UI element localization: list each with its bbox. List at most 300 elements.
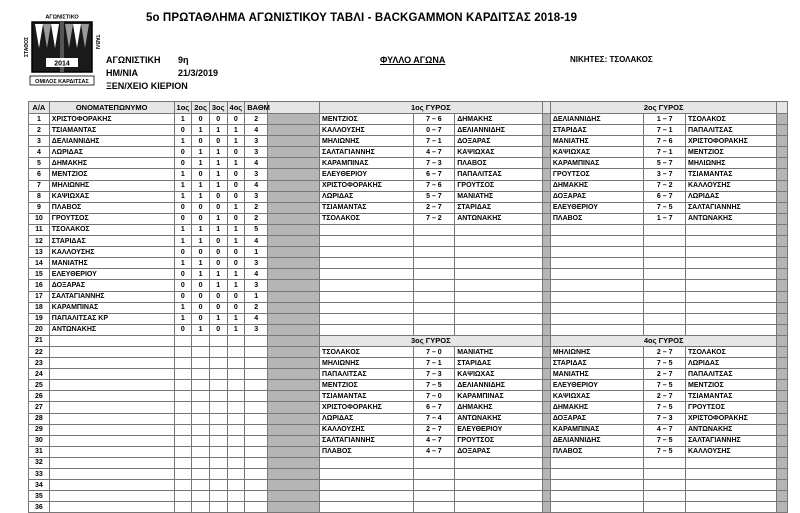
result-r2: 1 xyxy=(192,158,210,169)
match-score: 2 – 7 xyxy=(413,202,455,213)
column-gap xyxy=(542,180,550,191)
row-number: 29 xyxy=(29,424,50,435)
header-r2: 2ος xyxy=(192,102,210,114)
match-player-b: ΚΑΨΙΩΧΑΣ xyxy=(455,147,542,158)
result-r3: 0 xyxy=(209,136,227,147)
match-empty-cell xyxy=(413,280,455,291)
match-empty-cell xyxy=(455,302,542,313)
result-r2 xyxy=(192,502,210,513)
row-number: 24 xyxy=(29,369,50,380)
table-row xyxy=(29,180,788,191)
row-number: 16 xyxy=(29,280,50,291)
match-score: 4 – 7 xyxy=(413,435,455,446)
row-number: 27 xyxy=(29,402,50,413)
points-cell: 3 xyxy=(245,324,268,335)
player-name: ΑΝΤΩΝΑΚΗΣ xyxy=(49,324,174,335)
match-score: 5 – 7 xyxy=(644,158,686,169)
match-player-b: ΤΣΙΑΜΑΝΤΑΣ xyxy=(685,391,777,402)
result-r1 xyxy=(174,413,192,424)
result-r4 xyxy=(227,391,245,402)
column-gap xyxy=(542,358,550,369)
column-gap xyxy=(268,313,320,324)
match-player-a: ΚΑΨΙΩΧΑΣ xyxy=(550,391,644,402)
row-number: 25 xyxy=(29,380,50,391)
result-r3: 0 xyxy=(209,247,227,258)
match-player-a: ΣΤΑΡΙΔΑΣ xyxy=(550,125,644,136)
result-r2: 0 xyxy=(192,313,210,324)
column-gap xyxy=(777,180,788,191)
match-empty-cell xyxy=(320,224,414,235)
column-gap xyxy=(542,291,550,302)
column-gap xyxy=(777,213,788,224)
match-score: 7 – 5 xyxy=(644,402,686,413)
match-player-a: ΓΡΟΥΤΣΟΣ xyxy=(550,169,644,180)
match-score: 6 – 7 xyxy=(413,402,455,413)
column-gap xyxy=(777,358,788,369)
table-row xyxy=(29,213,788,224)
player-name xyxy=(49,469,174,480)
column-gap xyxy=(777,380,788,391)
round-label: ΑΓΩΝΙΣΤΙΚΗ xyxy=(106,55,161,65)
club-logo xyxy=(24,12,100,88)
match-sheet-title: ΦΥΛΛΟ ΑΓΩΝΑ xyxy=(380,55,446,65)
result-r3: 1 xyxy=(209,269,227,280)
match-empty-cell xyxy=(455,247,542,258)
table-row xyxy=(29,457,788,468)
match-player-a: ΕΛΕΥΘΕΡΙΟΥ xyxy=(550,380,644,391)
column-gap xyxy=(777,435,788,446)
match-player-a: ΤΣΙΑΜΑΝΤΑΣ xyxy=(320,202,414,213)
column-gap xyxy=(268,402,320,413)
result-r1 xyxy=(174,469,192,480)
result-r2: 1 xyxy=(192,269,210,280)
table-row xyxy=(29,114,788,125)
result-r3: 0 xyxy=(209,291,227,302)
player-name: ΔΗΜΑΚΗΣ xyxy=(49,158,174,169)
result-r1 xyxy=(174,369,192,380)
match-empty-cell xyxy=(644,457,686,468)
match-empty-cell xyxy=(685,236,777,247)
points-cell xyxy=(245,335,268,346)
result-r1: 0 xyxy=(174,247,192,258)
result-r3: 0 xyxy=(209,302,227,313)
result-r1 xyxy=(174,502,192,513)
column-gap xyxy=(268,236,320,247)
result-r4 xyxy=(227,446,245,457)
column-gap xyxy=(542,236,550,247)
column-gap xyxy=(268,213,320,224)
result-r1: 1 xyxy=(174,224,192,235)
match-player-a: ΣΑΛΤΑΓΙΑΝΝΗΣ xyxy=(320,435,414,446)
row-number: 21 xyxy=(29,335,50,346)
result-r3 xyxy=(209,358,227,369)
column-gap xyxy=(268,102,320,114)
result-r2 xyxy=(192,335,210,346)
table-row xyxy=(29,346,788,357)
column-gap xyxy=(268,169,320,180)
player-name: ΕΛΕΥΘΕΡΙΟΥ xyxy=(49,269,174,280)
match-empty-cell xyxy=(320,291,414,302)
column-gap xyxy=(777,391,788,402)
column-gap xyxy=(542,191,550,202)
match-empty-cell xyxy=(413,269,455,280)
column-gap xyxy=(268,369,320,380)
column-gap xyxy=(777,224,788,235)
logo-bottom-text: ΟΜΙΛΟΣ ΚΑΡΔΙΤΣΑΣ xyxy=(35,79,89,85)
match-player-b: ΤΣΟΛΑΚΟΣ xyxy=(685,114,777,125)
result-r1: 0 xyxy=(174,324,192,335)
result-r4: 0 xyxy=(227,114,245,125)
match-player-a: ΕΛΕΥΘΕΡΙΟΥ xyxy=(320,169,414,180)
column-gap xyxy=(542,446,550,457)
player-name: ΔΟΞΑΡΑΣ xyxy=(49,280,174,291)
row-number: 10 xyxy=(29,213,50,224)
match-empty-cell xyxy=(685,247,777,258)
row-number: 15 xyxy=(29,269,50,280)
match-empty-cell xyxy=(320,502,414,513)
column-gap xyxy=(777,335,788,346)
match-player-a: ΔΕΛΙΑΝΝΙΔΗΣ xyxy=(550,114,644,125)
result-r1 xyxy=(174,491,192,502)
points-cell: 3 xyxy=(245,191,268,202)
match-empty-cell xyxy=(644,236,686,247)
result-r1 xyxy=(174,435,192,446)
match-player-a: ΜΗΛΙΩΝΗΣ xyxy=(320,358,414,369)
column-gap xyxy=(542,324,550,335)
result-r3 xyxy=(209,480,227,491)
match-player-a: ΠΛΑΒΟΣ xyxy=(320,446,414,457)
match-player-a: ΔΕΛΙΑΝΝΙΔΗΣ xyxy=(550,435,644,446)
points-cell xyxy=(245,369,268,380)
match-player-b: ΜΕΝΤΖΙΟΣ xyxy=(685,380,777,391)
points-cell xyxy=(245,346,268,357)
points-cell xyxy=(245,446,268,457)
match-player-a: ΔΟΞΑΡΑΣ xyxy=(550,191,644,202)
row-number: 2 xyxy=(29,125,50,136)
column-gap xyxy=(268,302,320,313)
result-r2 xyxy=(192,391,210,402)
column-gap xyxy=(777,102,788,114)
column-gap xyxy=(542,380,550,391)
table-header-row xyxy=(29,102,788,114)
row-number: 4 xyxy=(29,147,50,158)
match-score: 7 – 4 xyxy=(413,413,455,424)
match-player-a: ΤΣΟΛΑΚΟΣ xyxy=(320,346,414,357)
column-gap xyxy=(542,424,550,435)
points-cell xyxy=(245,502,268,513)
result-r2 xyxy=(192,446,210,457)
column-gap xyxy=(268,346,320,357)
match-empty-cell xyxy=(644,258,686,269)
column-gap xyxy=(542,469,550,480)
points-cell xyxy=(245,358,268,369)
result-r2 xyxy=(192,369,210,380)
player-name xyxy=(49,413,174,424)
player-name xyxy=(49,358,174,369)
column-gap xyxy=(542,480,550,491)
result-r3: 1 xyxy=(209,180,227,191)
points-cell: 3 xyxy=(245,280,268,291)
player-name: ΛΩΡΙΔΑΣ xyxy=(49,147,174,158)
match-player-b: ΣΑΛΤΑΓΙΑΝΝΗΣ xyxy=(685,435,777,446)
result-r1: 1 xyxy=(174,236,192,247)
match-empty-cell xyxy=(644,324,686,335)
match-empty-cell xyxy=(320,324,414,335)
row-number: 13 xyxy=(29,247,50,258)
match-empty-cell xyxy=(320,313,414,324)
match-player-b: ΔΕΛΙΑΝΝΙΔΗΣ xyxy=(455,380,542,391)
row-number: 19 xyxy=(29,313,50,324)
match-empty-cell xyxy=(320,247,414,258)
column-gap xyxy=(542,335,550,346)
match-score: 7 – 1 xyxy=(413,358,455,369)
match-player-a: ΚΑΡΑΜΠΙΝΑΣ xyxy=(550,424,644,435)
table-row xyxy=(29,236,788,247)
row-number: 18 xyxy=(29,302,50,313)
row-number: 8 xyxy=(29,191,50,202)
match-score: 1 – 7 xyxy=(644,213,686,224)
match-empty-cell xyxy=(550,247,644,258)
column-gap xyxy=(777,413,788,424)
result-r2: 0 xyxy=(192,114,210,125)
results-table xyxy=(28,101,788,513)
match-player-a: ΣΑΛΤΑΓΙΑΝΝΗΣ xyxy=(320,147,414,158)
match-player-b: ΜΑΝΙΑΤΗΣ xyxy=(455,346,542,357)
table-row xyxy=(29,202,788,213)
match-empty-cell xyxy=(413,469,455,480)
result-r1: 0 xyxy=(174,291,192,302)
match-empty-cell xyxy=(685,324,777,335)
match-empty-cell xyxy=(550,280,644,291)
column-gap xyxy=(777,324,788,335)
result-r1 xyxy=(174,424,192,435)
player-name xyxy=(49,369,174,380)
match-empty-cell xyxy=(550,269,644,280)
table-row xyxy=(29,469,788,480)
result-r3 xyxy=(209,446,227,457)
result-r1: 0 xyxy=(174,280,192,291)
match-player-b: ΤΣΟΛΑΚΟΣ xyxy=(685,346,777,357)
match-empty-cell xyxy=(644,269,686,280)
match-score: 7 – 2 xyxy=(413,213,455,224)
result-r3 xyxy=(209,424,227,435)
match-player-a: ΔΗΜΑΚΗΣ xyxy=(550,402,644,413)
points-cell xyxy=(245,435,268,446)
match-score: 7 – 1 xyxy=(413,136,455,147)
result-r4: 0 xyxy=(227,247,245,258)
result-r4: 1 xyxy=(227,158,245,169)
match-empty-cell xyxy=(320,258,414,269)
result-r4 xyxy=(227,424,245,435)
column-gap xyxy=(777,280,788,291)
column-gap xyxy=(542,491,550,502)
result-r1: 0 xyxy=(174,147,192,158)
match-empty-cell xyxy=(320,480,414,491)
result-r2 xyxy=(192,457,210,468)
match-player-b: ΓΡΟΥΤΣΟΣ xyxy=(455,435,542,446)
match-empty-cell xyxy=(320,236,414,247)
points-cell: 3 xyxy=(245,147,268,158)
match-player-a: ΧΡΙΣΤΟΦΟΡΑΚΗΣ xyxy=(320,180,414,191)
match-player-a: ΜΑΝΙΑΤΗΣ xyxy=(550,369,644,380)
points-cell xyxy=(245,380,268,391)
column-gap xyxy=(777,424,788,435)
match-score: 7 – 5 xyxy=(644,435,686,446)
result-r3 xyxy=(209,402,227,413)
match-empty-cell xyxy=(685,469,777,480)
column-gap xyxy=(542,302,550,313)
result-r3: 1 xyxy=(209,224,227,235)
column-gap xyxy=(542,413,550,424)
result-r3: 0 xyxy=(209,258,227,269)
row-number: 14 xyxy=(29,258,50,269)
result-r2: 0 xyxy=(192,280,210,291)
header-r4: 4ος xyxy=(227,102,245,114)
points-cell: 4 xyxy=(245,125,268,136)
header-round1: 1ος ΓΥΡΟΣ xyxy=(320,102,542,114)
result-r4: 0 xyxy=(227,258,245,269)
column-gap xyxy=(268,446,320,457)
match-player-b: ΧΡΙΣΤΟΦΟΡΑΚΗΣ xyxy=(685,413,777,424)
result-r2 xyxy=(192,413,210,424)
match-empty-cell xyxy=(685,258,777,269)
result-r1 xyxy=(174,402,192,413)
result-r4: 1 xyxy=(227,236,245,247)
match-empty-cell xyxy=(644,502,686,513)
match-empty-cell xyxy=(685,313,777,324)
result-r4 xyxy=(227,358,245,369)
column-gap xyxy=(777,269,788,280)
match-empty-cell xyxy=(455,269,542,280)
column-gap xyxy=(542,502,550,513)
result-r2: 0 xyxy=(192,169,210,180)
match-empty-cell xyxy=(413,457,455,468)
result-r4 xyxy=(227,469,245,480)
match-player-b: ΑΝΤΩΝΑΚΗΣ xyxy=(685,424,777,435)
match-score: 7 – 6 xyxy=(413,180,455,191)
match-empty-cell xyxy=(413,236,455,247)
match-player-b: ΑΝΤΩΝΑΚΗΣ xyxy=(455,413,542,424)
row-number: 28 xyxy=(29,413,50,424)
match-empty-cell xyxy=(455,291,542,302)
column-gap xyxy=(542,114,550,125)
result-r1: 1 xyxy=(174,313,192,324)
column-gap xyxy=(777,236,788,247)
match-empty-cell xyxy=(413,502,455,513)
match-score: 7 – 5 xyxy=(644,380,686,391)
column-gap xyxy=(542,136,550,147)
table-row xyxy=(29,446,788,457)
result-r4 xyxy=(227,491,245,502)
match-player-b: ΚΑΛΛΟΥΣΗΣ xyxy=(685,180,777,191)
match-score: 1 – 7 xyxy=(644,114,686,125)
match-score: 7 – 3 xyxy=(644,413,686,424)
column-gap xyxy=(777,346,788,357)
result-r4: 0 xyxy=(227,213,245,224)
column-gap xyxy=(268,114,320,125)
match-player-b: ΑΝΤΩΝΑΚΗΣ xyxy=(685,213,777,224)
table-row xyxy=(29,480,788,491)
column-gap xyxy=(542,346,550,357)
date-value: 21/3/2019 xyxy=(178,68,219,78)
header-points: ΒΑΘΜ xyxy=(245,102,268,114)
match-score: 4 – 7 xyxy=(413,446,455,457)
result-r1: 1 xyxy=(174,302,192,313)
match-score: 6 – 7 xyxy=(413,169,455,180)
match-empty-cell xyxy=(320,457,414,468)
player-name: ΤΣΙΑΜΑΝΤΑΣ xyxy=(49,125,174,136)
result-r2: 0 xyxy=(192,213,210,224)
column-gap xyxy=(777,147,788,158)
row-number: 3 xyxy=(29,136,50,147)
match-player-b: ΣΤΑΡΙΔΑΣ xyxy=(455,202,542,213)
match-score: 3 – 7 xyxy=(644,169,686,180)
venue: ΞΕΝ/ΧΕΙΟ ΚΙΕΡΙΟΝ xyxy=(106,81,188,91)
match-player-a: ΛΩΡΙΔΑΣ xyxy=(320,413,414,424)
player-name xyxy=(49,380,174,391)
match-player-a: ΠΑΠΑΛΙΤΣΑΣ xyxy=(320,369,414,380)
table-row xyxy=(29,402,788,413)
result-r2: 1 xyxy=(192,324,210,335)
column-gap xyxy=(268,457,320,468)
match-empty-cell xyxy=(644,247,686,258)
result-r4 xyxy=(227,435,245,446)
column-gap xyxy=(268,224,320,235)
match-empty-cell xyxy=(550,313,644,324)
match-player-b: ΠΛΑΒΟΣ xyxy=(455,158,542,169)
column-gap xyxy=(777,491,788,502)
row-number: 5 xyxy=(29,158,50,169)
match-empty-cell xyxy=(644,280,686,291)
match-player-b: ΓΡΟΥΤΣΟΣ xyxy=(455,180,542,191)
points-cell xyxy=(245,457,268,468)
column-gap xyxy=(268,291,320,302)
column-gap xyxy=(268,391,320,402)
backgammon-board-logo xyxy=(24,12,100,88)
match-player-a: ΔΟΞΑΡΑΣ xyxy=(550,413,644,424)
match-empty-cell xyxy=(644,302,686,313)
match-empty-cell xyxy=(685,457,777,468)
table-row xyxy=(29,380,788,391)
logo-right-text: ΤΑΒΛΙ xyxy=(94,34,100,50)
match-player-a: ΚΑΛΛΟΥΣΗΣ xyxy=(320,424,414,435)
result-r3 xyxy=(209,502,227,513)
column-gap xyxy=(542,258,550,269)
result-r2 xyxy=(192,380,210,391)
match-empty-cell xyxy=(685,491,777,502)
column-gap xyxy=(777,258,788,269)
row-number: 12 xyxy=(29,236,50,247)
points-cell: 3 xyxy=(245,258,268,269)
table-row xyxy=(29,136,788,147)
column-gap xyxy=(268,324,320,335)
column-gap xyxy=(542,213,550,224)
result-r4: 1 xyxy=(227,269,245,280)
header-round4: 4ος ΓΥΡΟΣ xyxy=(550,335,777,346)
column-gap xyxy=(542,102,550,114)
match-empty-cell xyxy=(685,502,777,513)
result-r3: 0 xyxy=(209,236,227,247)
result-r3: 1 xyxy=(209,158,227,169)
player-name: ΔΕΛΙΑΝΝΙΔΗΣ xyxy=(49,136,174,147)
column-gap xyxy=(777,369,788,380)
row-number: 7 xyxy=(29,180,50,191)
result-r3: 1 xyxy=(209,147,227,158)
player-name: ΜΑΝΙΑΤΗΣ xyxy=(49,258,174,269)
championship-title: 5ο ΠΡΩΤΑΘΛΗΜΑ ΑΓΩΝΙΣΤΙΚΟΥ ΤΑΒΛΙ - BACKGAMMON ΚΑΡΔΙΤΣΑΣ 2018-19 xyxy=(146,12,578,24)
match-player-b: ΣΤΑΡΙΔΑΣ xyxy=(455,358,542,369)
column-gap xyxy=(542,402,550,413)
